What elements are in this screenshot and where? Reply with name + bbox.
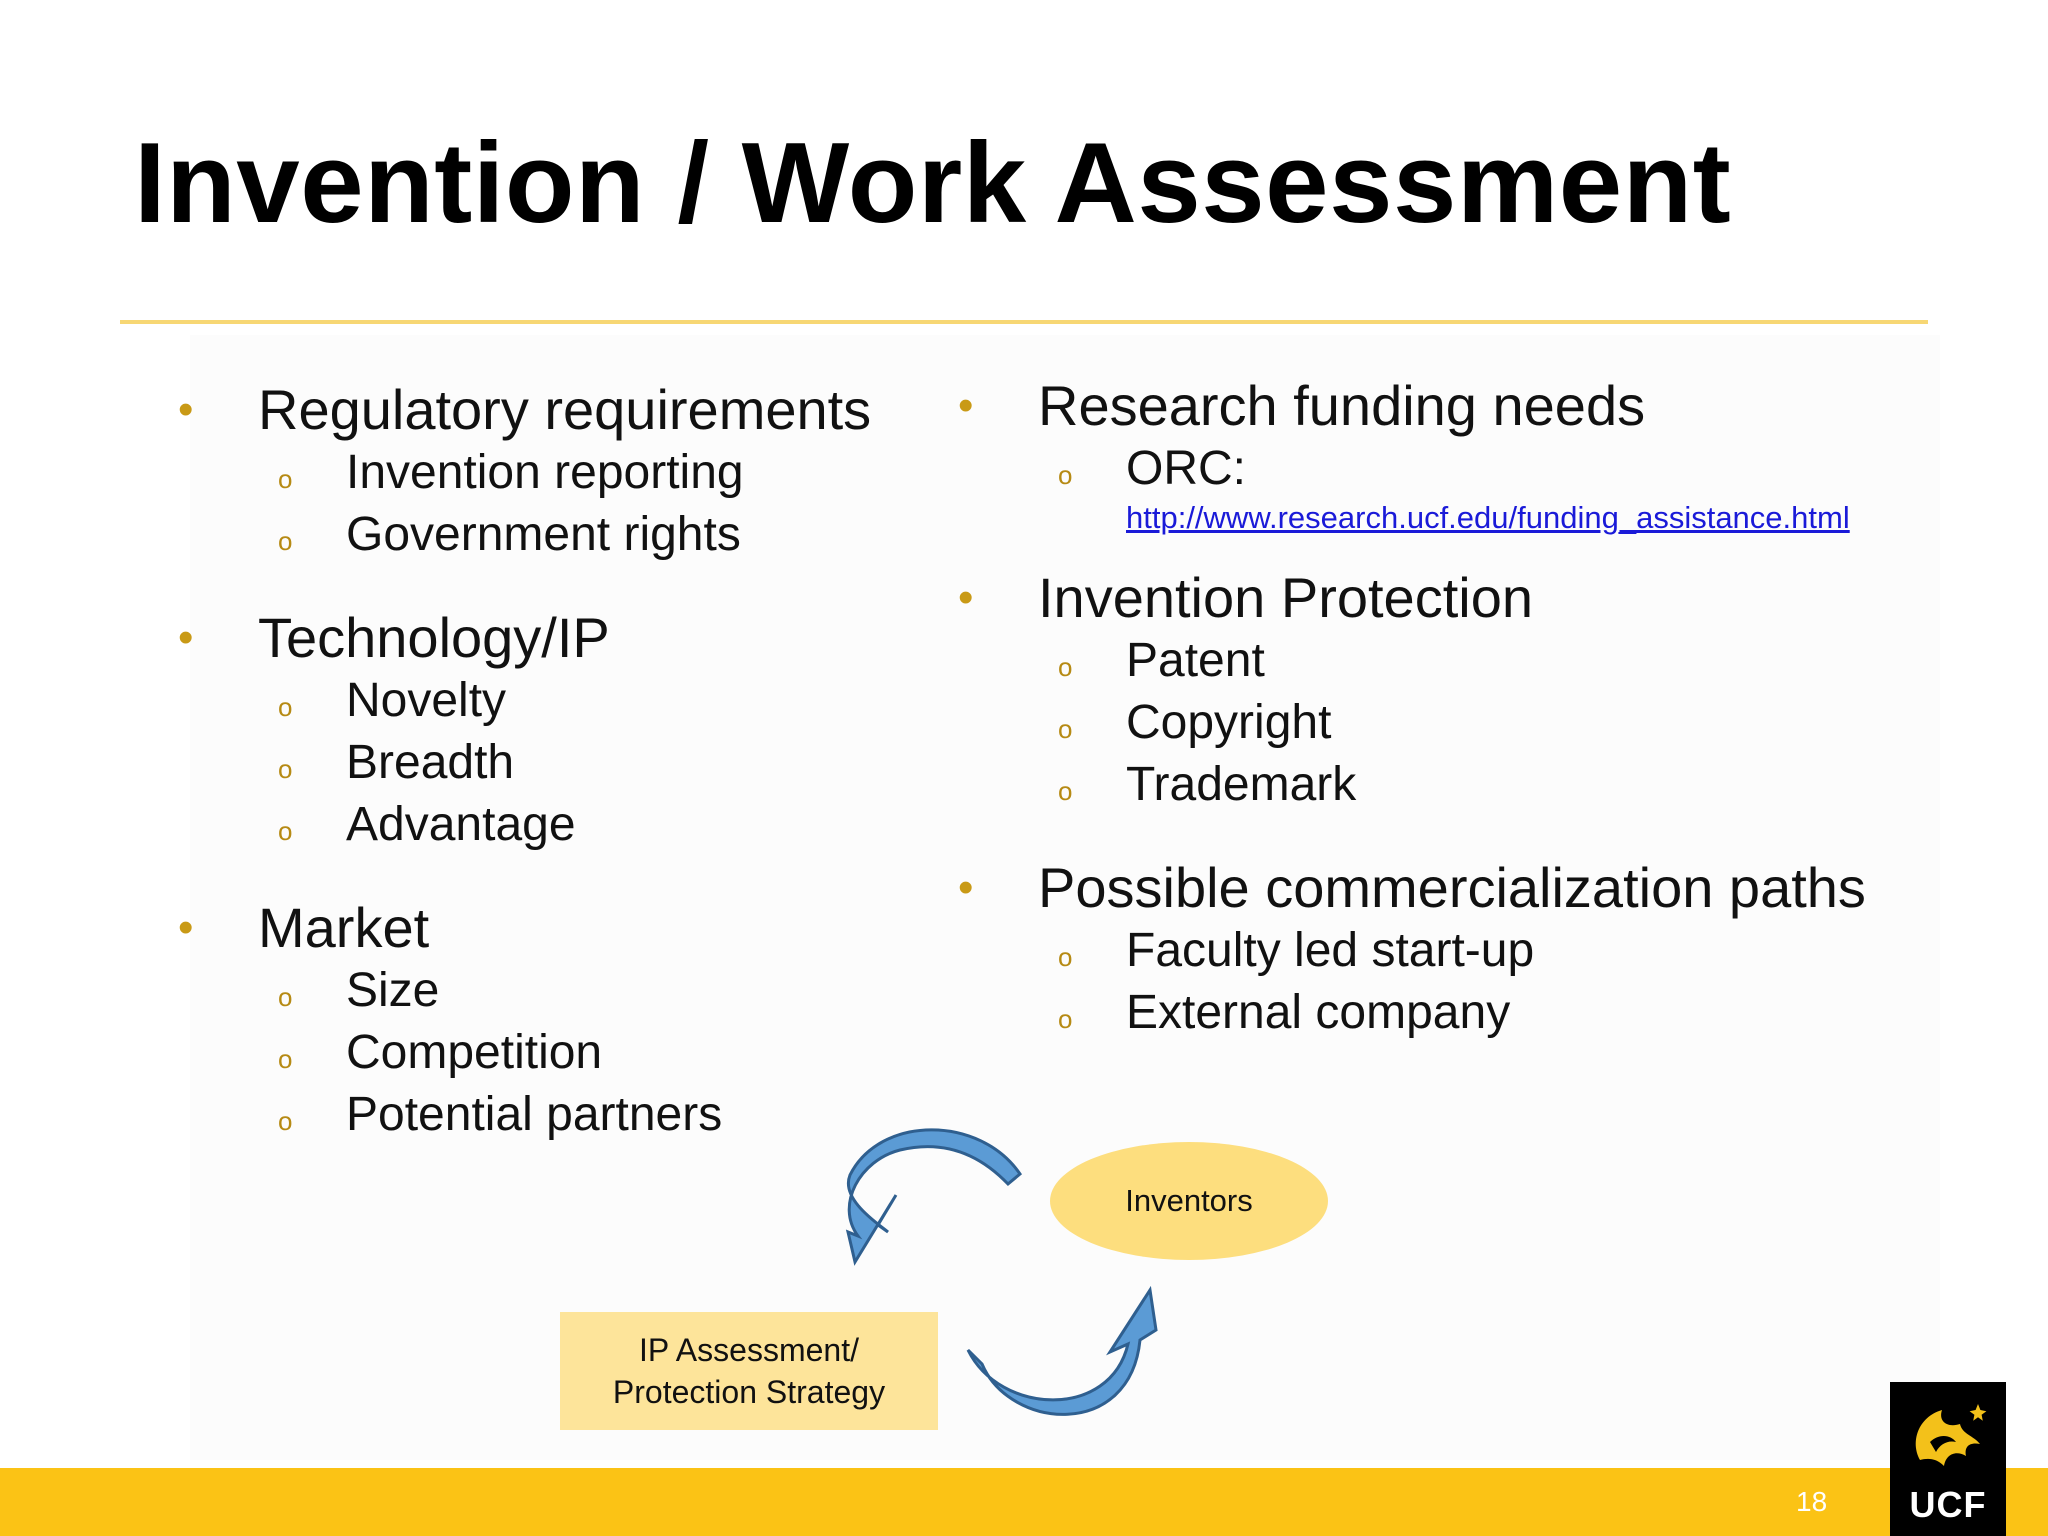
bullet-icon: • (178, 903, 194, 952)
ip-assessment-box (560, 1312, 938, 1430)
sub-item-label: Patent (1126, 634, 1265, 687)
circle-bullet-icon: o (278, 1044, 293, 1074)
sub-item-label: External company (1126, 986, 1511, 1039)
sub-item-label: Government rights (346, 508, 741, 561)
sub-item-label: Novelty (346, 674, 507, 727)
circle-bullet-icon: o (278, 692, 293, 722)
circle-bullet-icon: o (1058, 776, 1073, 806)
bullet-icon: • (958, 381, 974, 430)
section-heading: Technology/IP (258, 606, 610, 669)
inventors-ellipse (1050, 1142, 1328, 1260)
inventors-label: Inventors (1125, 1183, 1253, 1218)
circle-bullet-icon: o (278, 982, 293, 1012)
curved-arrow-top-icon (848, 1130, 1020, 1262)
sub-item-label: ORC: (1126, 442, 1246, 495)
sub-item-label: Size (346, 964, 440, 1017)
sub-item-label: Competition (346, 1026, 603, 1079)
section-heading: Invention Protection (1038, 566, 1533, 629)
ip-box-line-2: Protection Strategy (612, 1374, 886, 1410)
sub-item-label: Faculty led start-up (1126, 924, 1535, 977)
sub-item-label: Advantage (346, 798, 576, 851)
slide-title: Invention / Work Assessment (134, 120, 1732, 247)
circle-bullet-icon: o (278, 464, 293, 494)
ucf-logo (1890, 1382, 2006, 1536)
section-heading: Possible commercialization paths (1038, 856, 1866, 919)
section-heading: Market (258, 896, 430, 959)
circle-bullet-icon: o (1058, 1004, 1073, 1034)
bullet-icon: • (958, 573, 974, 622)
curved-arrow-bottom-icon (968, 1290, 1156, 1414)
circle-bullet-icon: o (278, 526, 293, 556)
ip-box-line-1: IP Assessment/ (639, 1332, 859, 1368)
bullet-icon: • (178, 613, 194, 662)
footer-bar (0, 1468, 2048, 1536)
logo-text: UCF (1909, 1484, 1987, 1525)
bullet-icon: • (178, 385, 194, 434)
sub-item-label: Potential partners (346, 1088, 723, 1141)
circle-bullet-icon: o (1058, 942, 1073, 972)
slide-number: 18 (1796, 1486, 1828, 1517)
section-heading: Research funding needs (1038, 374, 1646, 437)
sub-item-label: Breadth (346, 736, 515, 789)
circle-bullet-icon: o (278, 816, 293, 846)
sub-item-label: Trademark (1126, 758, 1357, 811)
circle-bullet-icon: o (1058, 714, 1073, 744)
bullet-icon: • (958, 863, 974, 912)
funding-assistance-link[interactable]: http://www.research.ucf.edu/funding_assistance.html (1126, 500, 1850, 535)
circle-bullet-icon: o (278, 754, 293, 784)
circle-bullet-icon: o (1058, 460, 1073, 490)
circle-bullet-icon: o (1058, 652, 1073, 682)
section-heading: Regulatory requirements (258, 378, 872, 441)
sub-item-label: Copyright (1126, 696, 1332, 749)
pegasus-icon (1890, 1382, 2006, 1492)
circle-bullet-icon: o (278, 1106, 293, 1136)
sub-item-label: Invention reporting (346, 446, 744, 499)
